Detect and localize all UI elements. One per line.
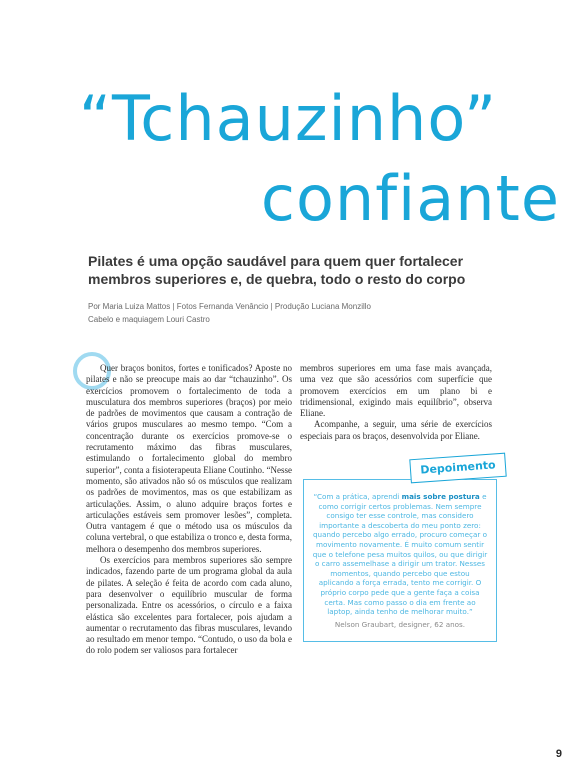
testimonial-author: Nelson Graubart, designer, 62 anos. [334, 620, 466, 629]
right-paragraph-1: membros superiores em uma fase mais avançada, uma vez que são acessórios com superfície que promovem exercícios em um plano bi e tridimensional, exigindo mais equilíbrio”, observa Eliane. [300, 363, 492, 419]
right-paragraph-2: Acompanhe, a seguir, uma série de exercícios especiais para os braços, desenvolvida por Eliane. [300, 419, 492, 441]
credits-line-2: Cabelo e maquiagem Louri Castro [88, 315, 210, 324]
left-paragraph-2: Os exercícios para membros superiores são sempre indicados, fazendo parte de um programa global da aula de pilates. A seleção é feita de acordo com cada aluno, para desenvolver o equilíbrio muscular de forma personalizada. Entre os acessórios, o círculo e a faixa elástica são excelentes para fortalecer, pois ajudam a aumentar o recrutamento das fibras musculares, levando ao resultado em menor tempo. “Contudo, o uso da bola e do rolo podem ser valiosos para fortalecer [86, 555, 292, 656]
page-number: 9 [555, 748, 562, 760]
testimonial-quote [312, 492, 488, 617]
title-line-2: confiante [260, 162, 560, 235]
quote-highlight: mais sobre postura [401, 492, 480, 501]
credits-line-1: Por Maria Luiza Mattos | Fotos Fernanda Venâncio | Produção Luciana Monzillo [88, 302, 371, 311]
quote-text-start: “Com a prática, aprendi [313, 492, 402, 501]
quote-text-end: e como corrigir certos problemas. Nem sempre consigo ter esse controle, mas considero importante a descoberta do meu ponto zero: quando percebo algo errado, procuro começar o movimento novamente. É muito comum sentir que o telefone pesa muitos quilos, ou que dirigir o carro assemelhase a dirigir um trator. Nesses momentos, quando percebo que estou aplicando a força errada, tento me corrigir. O próprio corpo pede que a gente faça a coisa certa. Mas como passo o dia em frente ao laptop, ainda tenho de melhorar muito.” [312, 492, 488, 617]
right-column [300, 363, 492, 442]
left-paragraph-1: Quer braços bonitos, fortes e tonificados? Aposte no pilates e não se preocupe mais ao dar “tchauzinho”. Os exercícios promovem o fortalecimento de toda a musculatura dos membros superiores (braços) por meio de padrões de movimentos que causam a contração de vários grupos musculares ao mesmo tempo. “Com a concentração durante os exercícios promove-se o recrutamento máximo das fibras musculares, estimulando o fortalecimento global do membro superior”, conta a fisioterapeuta Eliane Coutinho. “Nesse momento, são ativados não só os músculos que realizam os padrões de movimentos, mas os que estabilizam as articulações. Assim, o aluno adquire braços fortes e articulações estáveis sem promover lesões”, completa. Outra vantagem é que o método usa os músculos da coluna vertebral, o que estabiliza o tronco e, desta forma, melhora o desempenho dos membros superiores. [86, 363, 292, 554]
testimonial-tag: Depoimento [409, 453, 506, 484]
subtitle: Pilates é uma opção saudável para quem quer fortalecer membros superiores e, de quebra, todo o resto do corpo [88, 253, 466, 287]
left-column [86, 363, 292, 657]
credits [88, 300, 508, 326]
title-line-1: “Tchauzinho” [78, 82, 498, 155]
